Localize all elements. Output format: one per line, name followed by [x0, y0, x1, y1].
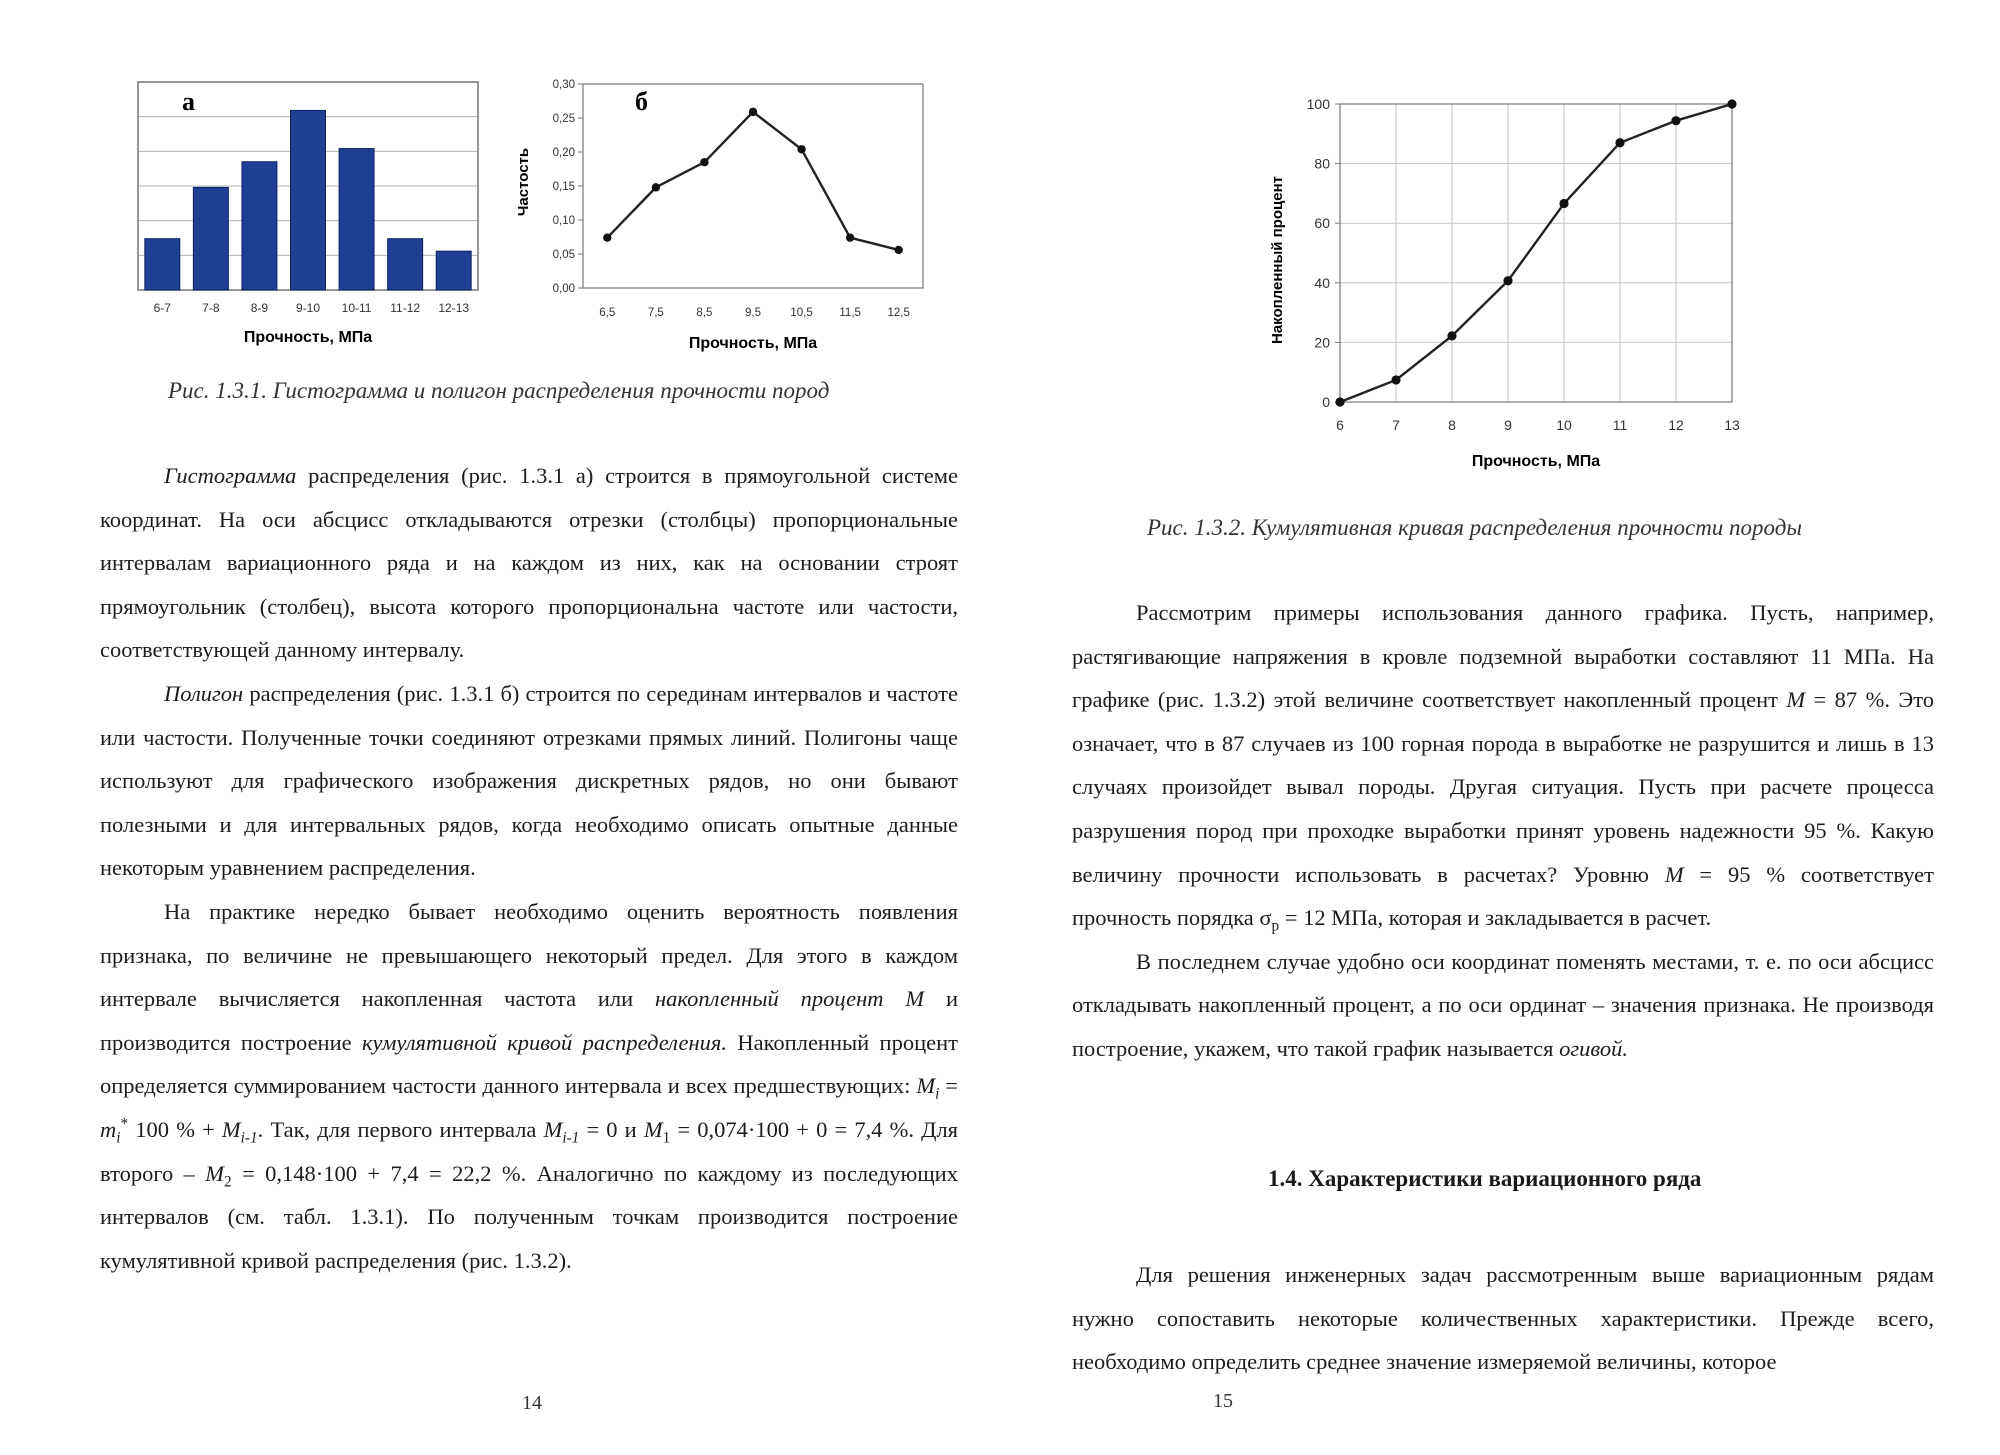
polygon-point [603, 233, 611, 241]
cumulative-frame [1340, 104, 1732, 402]
histogram-x-tick-label: 12-13 [438, 301, 470, 315]
cumulative-point [1671, 116, 1680, 125]
histogram-bar [145, 239, 180, 290]
text-run: накопленный процент M [655, 986, 925, 1012]
polygon-point [749, 108, 757, 116]
polygon-point [652, 183, 660, 191]
paragraph [100, 890, 958, 1282]
text-run: 2 [224, 1173, 232, 1190]
histogram-x-tick-label: 9-10 [295, 301, 321, 315]
polygon-point [797, 145, 805, 153]
text-run: Накопленный процент определяется суммированием частости данного интервала и всех предшествующих: [100, 1029, 958, 1099]
polygon-series-line [607, 112, 898, 250]
text-run: Рассмотрим примеры использования данного графика. Пусть, например, растягивающие напряжения в кровле подземной выработки составляют 11 МПа. На графике (рис. 1.3.2) этой величине соответствует накопленный процент [1072, 600, 1934, 713]
cumulative-point [1447, 331, 1456, 340]
cumulative-x-tick-label: 8 [1448, 417, 1456, 433]
text-run: = [939, 1073, 958, 1099]
polygon-ylabel: Частость [515, 147, 532, 217]
figure-1-3-1-caption: Рис. 1.3.1. Гистограмма и полигон распределения прочности пород [168, 378, 830, 403]
polygon-x-tick-label: 11,5 [839, 307, 861, 319]
text-run: m [100, 1116, 117, 1142]
text-run: i [116, 1129, 121, 1147]
polygon-y-tick-label: 0,25 [552, 113, 575, 125]
page-number-right: 15 [1213, 1390, 1233, 1412]
cumulative-chart [1260, 90, 1760, 480]
cumulative-x-tick-label: 10 [1556, 417, 1572, 433]
paragraph [1072, 940, 1934, 1071]
paragraph [1072, 1253, 1934, 1384]
paragraph [1072, 591, 1934, 940]
paragraph [100, 672, 958, 890]
text-run: = 0 и [579, 1116, 644, 1142]
cumulative-y-tick-label: 20 [1314, 334, 1330, 351]
histogram-bar [242, 162, 277, 290]
text-run: и производится построение [100, 986, 958, 1055]
text-run: распределения (рис. 1.3.1 б) строится по серединам интервалов и частоте или частости. Полученные точки соединяют отрезками прямых линий. Полигоны чаще используют для графического изображения дискретных рядов, но они бывают полезными и для интервальных рядов, когда необходимо описать опытные данные некоторым уравнением распределения. [100, 680, 958, 881]
cumulative-y-tick-label: 0 [1322, 394, 1330, 410]
cumulative-x-tick-label: 7 [1392, 417, 1400, 433]
text-run: огивой. [1559, 1035, 1629, 1061]
polygon-y-tick-label: 0,20 [552, 147, 575, 159]
polygon-y-tick-label: 0,15 [552, 181, 575, 193]
text-run: кумулятивной кривой распределения. [362, 1029, 728, 1055]
histogram-bar [339, 149, 374, 290]
histogram-bar [388, 239, 423, 290]
histogram-bar [291, 110, 326, 290]
polygon-y-tick-label: 0,30 [552, 79, 575, 91]
histogram-x-tick-label: 11-12 [390, 301, 421, 315]
polygon-point [895, 246, 903, 254]
text-run: M [916, 1073, 936, 1099]
page-number-left: 14 [522, 1392, 542, 1414]
text-run: M [205, 1160, 225, 1186]
histogram-chart [110, 70, 490, 350]
histogram-panel-label: а [182, 87, 195, 116]
text-run: M [643, 1116, 663, 1142]
cumulative-x-tick-label: 9 [1504, 417, 1512, 433]
text-run: M [221, 1116, 241, 1142]
text-run: 1 [662, 1129, 671, 1147]
cumulative-ylabel: Накопленный процент [1269, 175, 1286, 345]
text-run: = 0,148·100 + 7,4 = 22,2 %. Аналогично по каждому из последующих интервалов (см. табл. 1.3.1). По полученным точкам производится построение кумулятивной кривой распределения (рис. 1.3.2). [100, 1160, 958, 1273]
left-body-text [100, 454, 958, 1282]
text-run: Для решения инженерных задач рассмотренным выше вариационным рядам нужно сопоставить некоторые количественных характеристики. Прежде всего, необходимо определить среднее значение измеряемой величины, которое [1072, 1262, 1934, 1375]
polygon-x-tick-label: 9,5 [745, 307, 761, 319]
text-run: p [1271, 917, 1280, 935]
text-run: 100 % + [128, 1116, 222, 1142]
text-run: распределения (рис. 1.3.1 а) строится в прямоугольной системе координат. На оси абсцисс откладываются отрезки (столбцы) пропорциональные интервалам вариационного ряда и на каждом из них, как на основании строят прямоугольник (столбец), высота которого пропорциональна частоте или частости, соответствующей данному интервалу. [100, 463, 958, 663]
cumulative-point [1335, 397, 1344, 406]
cumulative-series-line [1340, 104, 1732, 402]
cumulative-xlabel: Прочность, МПа [1471, 453, 1601, 470]
text-run: = 95 % соответствует прочность порядка σ [1072, 861, 1934, 931]
polygon-y-tick-label: 0,10 [552, 215, 575, 227]
cumulative-point [1391, 375, 1400, 384]
polygon-x-tick-label: 7,5 [647, 307, 664, 319]
polygon-y-tick-label: 0,05 [552, 249, 575, 261]
right-body-text [1072, 591, 1934, 1071]
text-run: На практике нередко бывает необходимо оценить вероятность появления признака, по величине не превышающего некоторый предел. Для этого в каждом интервале вычисляется накопленная частота или [100, 898, 958, 1012]
polygon-point [700, 158, 708, 166]
text-run: M [1786, 687, 1806, 713]
cumulative-x-tick-label: 12 [1668, 417, 1684, 433]
cumulative-y-tick-label: 40 [1314, 274, 1330, 291]
histogram-bar [193, 187, 228, 290]
text-run: . Так, для первого интервала [257, 1116, 544, 1142]
text-run: = 12 МПа, которая и закладывается в расчет. [1279, 905, 1712, 931]
polygon-chart [505, 70, 935, 360]
text-run: i-1 [240, 1129, 258, 1147]
paragraph [100, 454, 958, 672]
polygon-x-tick-label: 10,5 [790, 307, 813, 319]
right-page [1000, 0, 2000, 1455]
cumulative-point [1559, 199, 1568, 208]
cumulative-x-tick-label: 6 [1336, 417, 1344, 433]
section-heading: 1.4. Характеристики вариационного ряда [1268, 1166, 1702, 1191]
histogram-x-tick-label: 10-11 [341, 301, 372, 315]
text-run: * [120, 1115, 129, 1133]
text-run: Гистограмма [164, 463, 297, 488]
cumulative-point [1503, 276, 1512, 285]
cumulative-y-tick-label: 80 [1314, 155, 1330, 172]
text-run: Полигон [164, 680, 244, 706]
text-run: i [935, 1085, 940, 1103]
polygon-y-tick-label: 0,00 [552, 283, 575, 295]
text-run: = 87 %. Это означает, что в 87 случаев из 100 горная порода в выработке не разрушится и лишь в 13 случаях произойдет вывал породы. Другая ситуация. Пусть при расчете процесса разрушения пород при проходке выработки принят уровень надежности 95 %. Какую величину прочности использовать в расчетах? Уровню [1072, 687, 1934, 887]
histogram-x-tick-label: 8-9 [250, 301, 269, 315]
polygon-x-tick-label: 6,5 [599, 307, 616, 319]
histogram-bar [436, 251, 471, 290]
histogram-x-tick-label: 7-8 [202, 301, 220, 315]
text-run: = 0,074·100 + 0 = 7,4 %. Для второго – [100, 1116, 959, 1186]
cumulative-x-tick-label: 13 [1724, 417, 1740, 433]
cumulative-y-tick-label: 100 [1306, 96, 1330, 112]
text-run: M [1664, 861, 1684, 887]
polygon-x-tick-label: 8,5 [696, 307, 713, 319]
text-run: M [543, 1116, 563, 1142]
polygon-xlabel: Прочность, МПа [688, 335, 818, 352]
cumulative-y-tick-label: 60 [1314, 215, 1330, 232]
cumulative-x-tick-label: 11 [1612, 417, 1628, 433]
polygon-panel-label: б [635, 87, 648, 116]
text-run: В последнем случае удобно оси координат поменять местами, т. е. по оси абсцисс откладывать накопленный процент, а по оси ординат – значения признака. Не производя построение, укажем, что такой график называется [1072, 948, 1934, 1061]
right-body-text-after-heading [1072, 1253, 1934, 1384]
histogram-x-tick-label: 6-7 [153, 301, 171, 315]
cumulative-point [1615, 138, 1624, 147]
figure-1-3-2-caption: Рис. 1.3.2. Кумулятивная кривая распределения прочности породы [1147, 515, 1802, 540]
polygon-point [846, 233, 854, 241]
cumulative-point [1727, 99, 1736, 108]
polygon-x-tick-label: 12,5 [887, 307, 910, 319]
text-run: i-1 [562, 1129, 580, 1147]
histogram-xlabel: Прочность, МПа [243, 329, 373, 346]
